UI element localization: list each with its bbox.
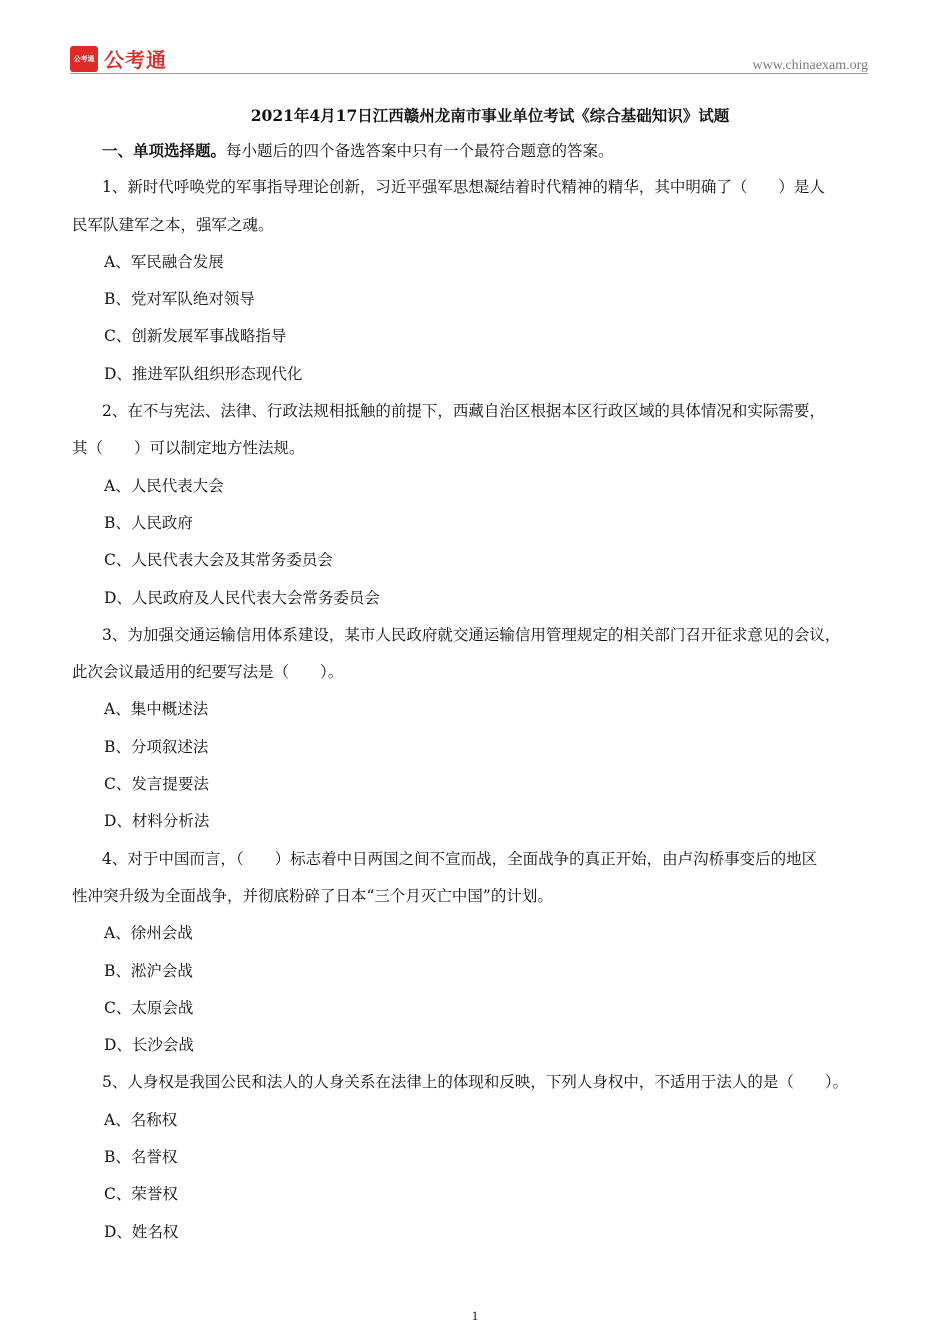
option-b: B、分项叙述法 [104,737,209,756]
question-1 [72,169,878,244]
question-stem: 5、人身权是我国公民和法人的人身关系在法律上的体现和反映，下列人身权中，不适用于法人的是（ ）。 [102,1073,849,1092]
header-divider [70,73,868,74]
page-number: 1 [471,1308,479,1323]
site-url[interactable]: www.chinaexam.org [752,58,868,73]
logo-text: 公考通 [104,48,167,72]
section-heading [72,132,878,169]
option-d: D、材料分析法 [104,812,210,831]
option-a: A、军民融合发展 [104,252,224,271]
question-stem-continued: 性冲突升级为全面战争，并彻底粉碎了日本“三个月灭亡中国”的计划。 [72,886,553,905]
document-body [72,100,878,1251]
question-2 [72,393,878,468]
question-4 [72,841,878,916]
question-5 [72,1064,878,1101]
option-c: C、创新发展军事战略指导 [104,327,287,346]
question-stem: 1、新时代呼唤党的军事指导理论创新，习近平强军思想凝结着时代精神的精华，其中明确了（ ）是人 [102,178,825,197]
option-c: C、太原会战 [104,998,194,1017]
option-c: C、荣誉权 [104,1185,178,1204]
option-c: C、发言提要法 [104,775,209,794]
option-a: A、人民代表大会 [104,476,224,495]
question-stem-continued: 其（ ）可以制定地方性法规。 [72,439,305,458]
page-title: 2021年4月17日江西赣州龙南市事业单位考试《综合基础知识》试题 [250,106,730,125]
option-a: A、徐州会战 [104,924,193,943]
question-3 [72,617,878,692]
option-b: B、淞沪会战 [104,961,193,980]
section-title: 一、单项选择题。 [102,141,227,160]
section-note: 每小题后的四个备选答案中只有一个最符合题意的答案。 [226,142,614,160]
option-a: A、集中概述法 [104,700,209,719]
option-d: D、姓名权 [104,1222,179,1241]
page-header [70,40,868,76]
question-stem: 3、为加强交通运输信用体系建设，某市人民政府就交通运输信用管理规定的相关部门召开征求意见的会议， [102,625,841,644]
question-stem-continued: 民军队建军之本，强军之魂。 [72,215,274,234]
question-stem-continued: 此次会议最适用的纪要写法是（ ）。 [72,663,344,682]
option-c: C、人民代表大会及其常务委员会 [104,551,333,570]
logo-badge-icon: 公考通 [70,46,98,72]
option-b: B、人民政府 [104,513,193,532]
option-b: B、名誉权 [104,1148,178,1167]
option-d: D、长沙会战 [104,1036,194,1055]
option-a: A、名称权 [104,1110,178,1129]
option-d: D、人民政府及人民代表大会常务委员会 [104,588,380,607]
option-b: B、党对军队绝对领导 [104,290,255,309]
option-d: D、推进军队组织形态现代化 [104,364,303,383]
question-stem: 4、对于中国而言，（ ）标志着中日两国之间不宣而战，全面战争的真正开始，由卢沟桥事变后的地区 [102,849,818,868]
logo [70,44,167,73]
question-stem: 2、在不与宪法、法律、行政法规相抵触的前提下，西藏自治区根据本区行政区域的具体情况和实际需要， [102,402,825,421]
